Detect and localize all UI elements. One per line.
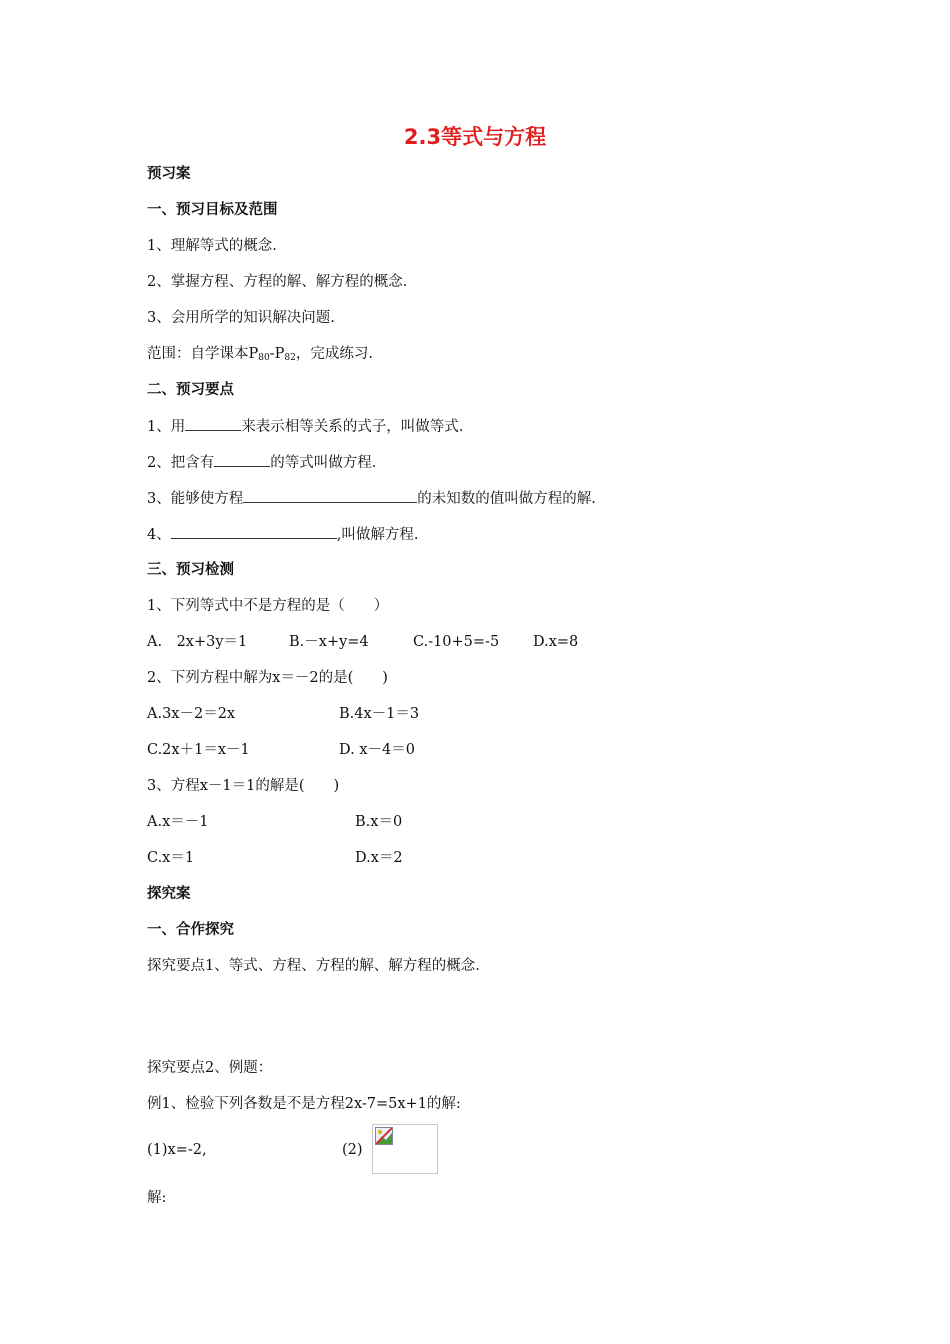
example-1: 例1、检验下列各数是不是方程2x-7=5x+1的解: <box>147 1096 461 1112</box>
q2-options-row1 <box>147 704 419 724</box>
q3-option-d: D.x＝2 <box>355 850 403 866</box>
fill-blank-1[interactable] <box>185 416 241 431</box>
example-part-1: (1)x=-2, <box>147 1142 207 1158</box>
key-point-1-lead: 1、用 <box>147 419 186 435</box>
range-suffix: ，完成练习. <box>295 346 373 362</box>
key-point-1-tail: 来表示相等关系的式子，叫做等式. <box>241 419 464 435</box>
q3-option-a: A.x＝－1 <box>147 814 209 830</box>
q2-option-c: C.2x＋1＝x－1 <box>147 742 250 758</box>
fill-blank-2[interactable] <box>214 452 270 467</box>
q2-option-b: B.4x－1＝3 <box>339 706 420 722</box>
q1-option-a: A. 2x+3y＝1 <box>147 634 248 650</box>
key-point-1 <box>147 416 463 437</box>
q1-option-c: C.-10+5=-5 <box>413 634 500 650</box>
objective-2: 2、掌握方程、方程的解、解方程的概念. <box>147 274 408 290</box>
q2-option-d: D. x－4＝0 <box>339 742 415 758</box>
range-page-start: 80 <box>258 353 270 363</box>
question-1: 1、下列等式中不是方程的是（ ） <box>147 598 389 614</box>
study-range <box>147 344 373 368</box>
fill-blank-3[interactable] <box>243 488 417 503</box>
explore-point-2: 探究要点2、例题： <box>147 1060 273 1076</box>
q3-option-b: B.x＝0 <box>355 814 403 830</box>
preview-heading: 预习案 <box>147 166 191 182</box>
question-1-options <box>147 632 578 652</box>
broken-image-placeholder <box>372 1124 438 1174</box>
q2-options-row2 <box>147 740 415 760</box>
q3-options-row1 <box>147 812 402 832</box>
q1-option-b: B.－x+y=4 <box>289 634 369 650</box>
range-mid: -P <box>269 346 285 362</box>
example-part-2: (2) <box>342 1142 363 1158</box>
key-point-2-lead: 2、把含有 <box>147 455 215 471</box>
section2-heading: 二、预习要点 <box>147 382 234 398</box>
fill-blank-4[interactable] <box>171 524 337 539</box>
key-point-2 <box>147 452 376 473</box>
key-point-4 <box>147 524 418 545</box>
key-point-3 <box>147 488 596 509</box>
solution-label: 解: <box>147 1190 167 1206</box>
key-point-3-lead: 3、能够使方程 <box>147 491 244 507</box>
q2-option-a: A.3x－2＝2x <box>147 706 236 722</box>
q1-option-d: D.x=8 <box>533 634 579 650</box>
section3-heading: 三、预习检测 <box>147 562 234 578</box>
section1-heading: 一、预习目标及范围 <box>147 202 278 218</box>
key-point-3-tail: 的未知数的值叫做方程的解. <box>417 491 596 507</box>
objective-3: 3、会用所学的知识解决问题. <box>147 310 335 326</box>
key-point-4-tail: ,叫做解方程. <box>336 527 419 543</box>
broken-image-icon <box>375 1127 393 1145</box>
explore-section1-heading: 一、合作探究 <box>147 922 234 938</box>
range-page-end: 82 <box>284 353 296 363</box>
question-2: 2、下列方程中解为x＝－2的是( ) <box>147 670 388 686</box>
explore-heading: 探究案 <box>147 886 191 902</box>
objective-1: 1、理解等式的概念. <box>147 238 277 254</box>
range-prefix: 范围：自学课本P <box>147 346 259 362</box>
key-point-2-tail: 的等式叫做方程. <box>270 455 377 471</box>
explore-point-1: 探究要点1、等式、方程、方程的解、解方程的概念. <box>147 958 480 974</box>
page-title: 2.3等式与方程 <box>403 125 547 149</box>
q3-options-row2 <box>147 848 403 868</box>
key-point-4-lead: 4、 <box>147 527 171 543</box>
q3-option-c: C.x＝1 <box>147 850 195 866</box>
question-3: 3、方程x－1＝1的解是( ) <box>147 778 340 794</box>
